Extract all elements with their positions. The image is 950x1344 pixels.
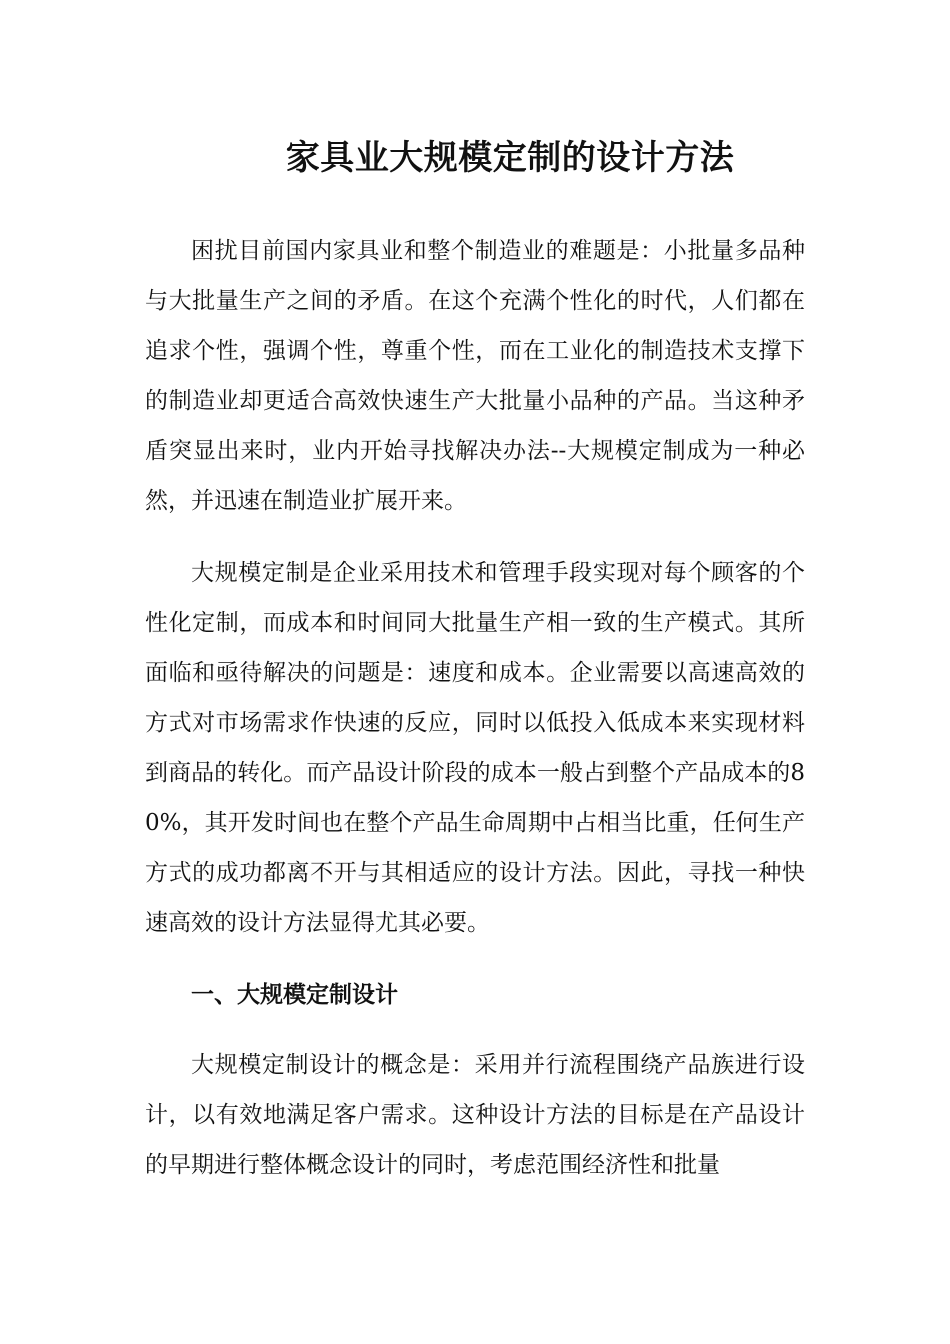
definition-paragraph: 大规模定制是企业采用技术和管理手段实现对每个顾客的个性化定制，而成本和时间同大批量生产相一致的生产模式。其所面临和亟待解决的问题是：速度和成本。企业需要以高速高效的方式对市场需求作快速的反应，同时以低投入低成本来实现材料到商品的转化。而产品设计阶段的成本一般占到整个产品成本的80%，其开发时间也在整个产品生命周期中占相当比重，任何生产方式的成功都离不开与其相适应的设计方法。因此，寻找一种快速高效的设计方法显得尤其必要。 [145,560,805,936]
section-heading: 一、大规模定制设计 [191,981,398,1008]
intro-paragraph: 困扰目前国内家具业和整个制造业的难题是：小批量多品种与大批量生产之间的矛盾。在这个充满个性化的时代，人们都在追求个性，强调个性，尊重个性，而在工业化的制造技术支撑下的制造业却更适合高效快速生产大批量小品种的产品。当这种矛盾突显出来时，业内开始寻找解决办法--大规模定制成为一种必然，并迅速在制造业扩展开来。 [145,238,805,514]
section-paragraph: 大规模定制设计的概念是：采用并行流程围绕产品族进行设计，以有效地满足客户需求。这种设计方法的目标是在产品设计的早期进行整体概念设计的同时，考虑范围经济性和批量 [145,1052,805,1178]
document-title: 家具业大规模定制的设计方法 [285,138,735,178]
